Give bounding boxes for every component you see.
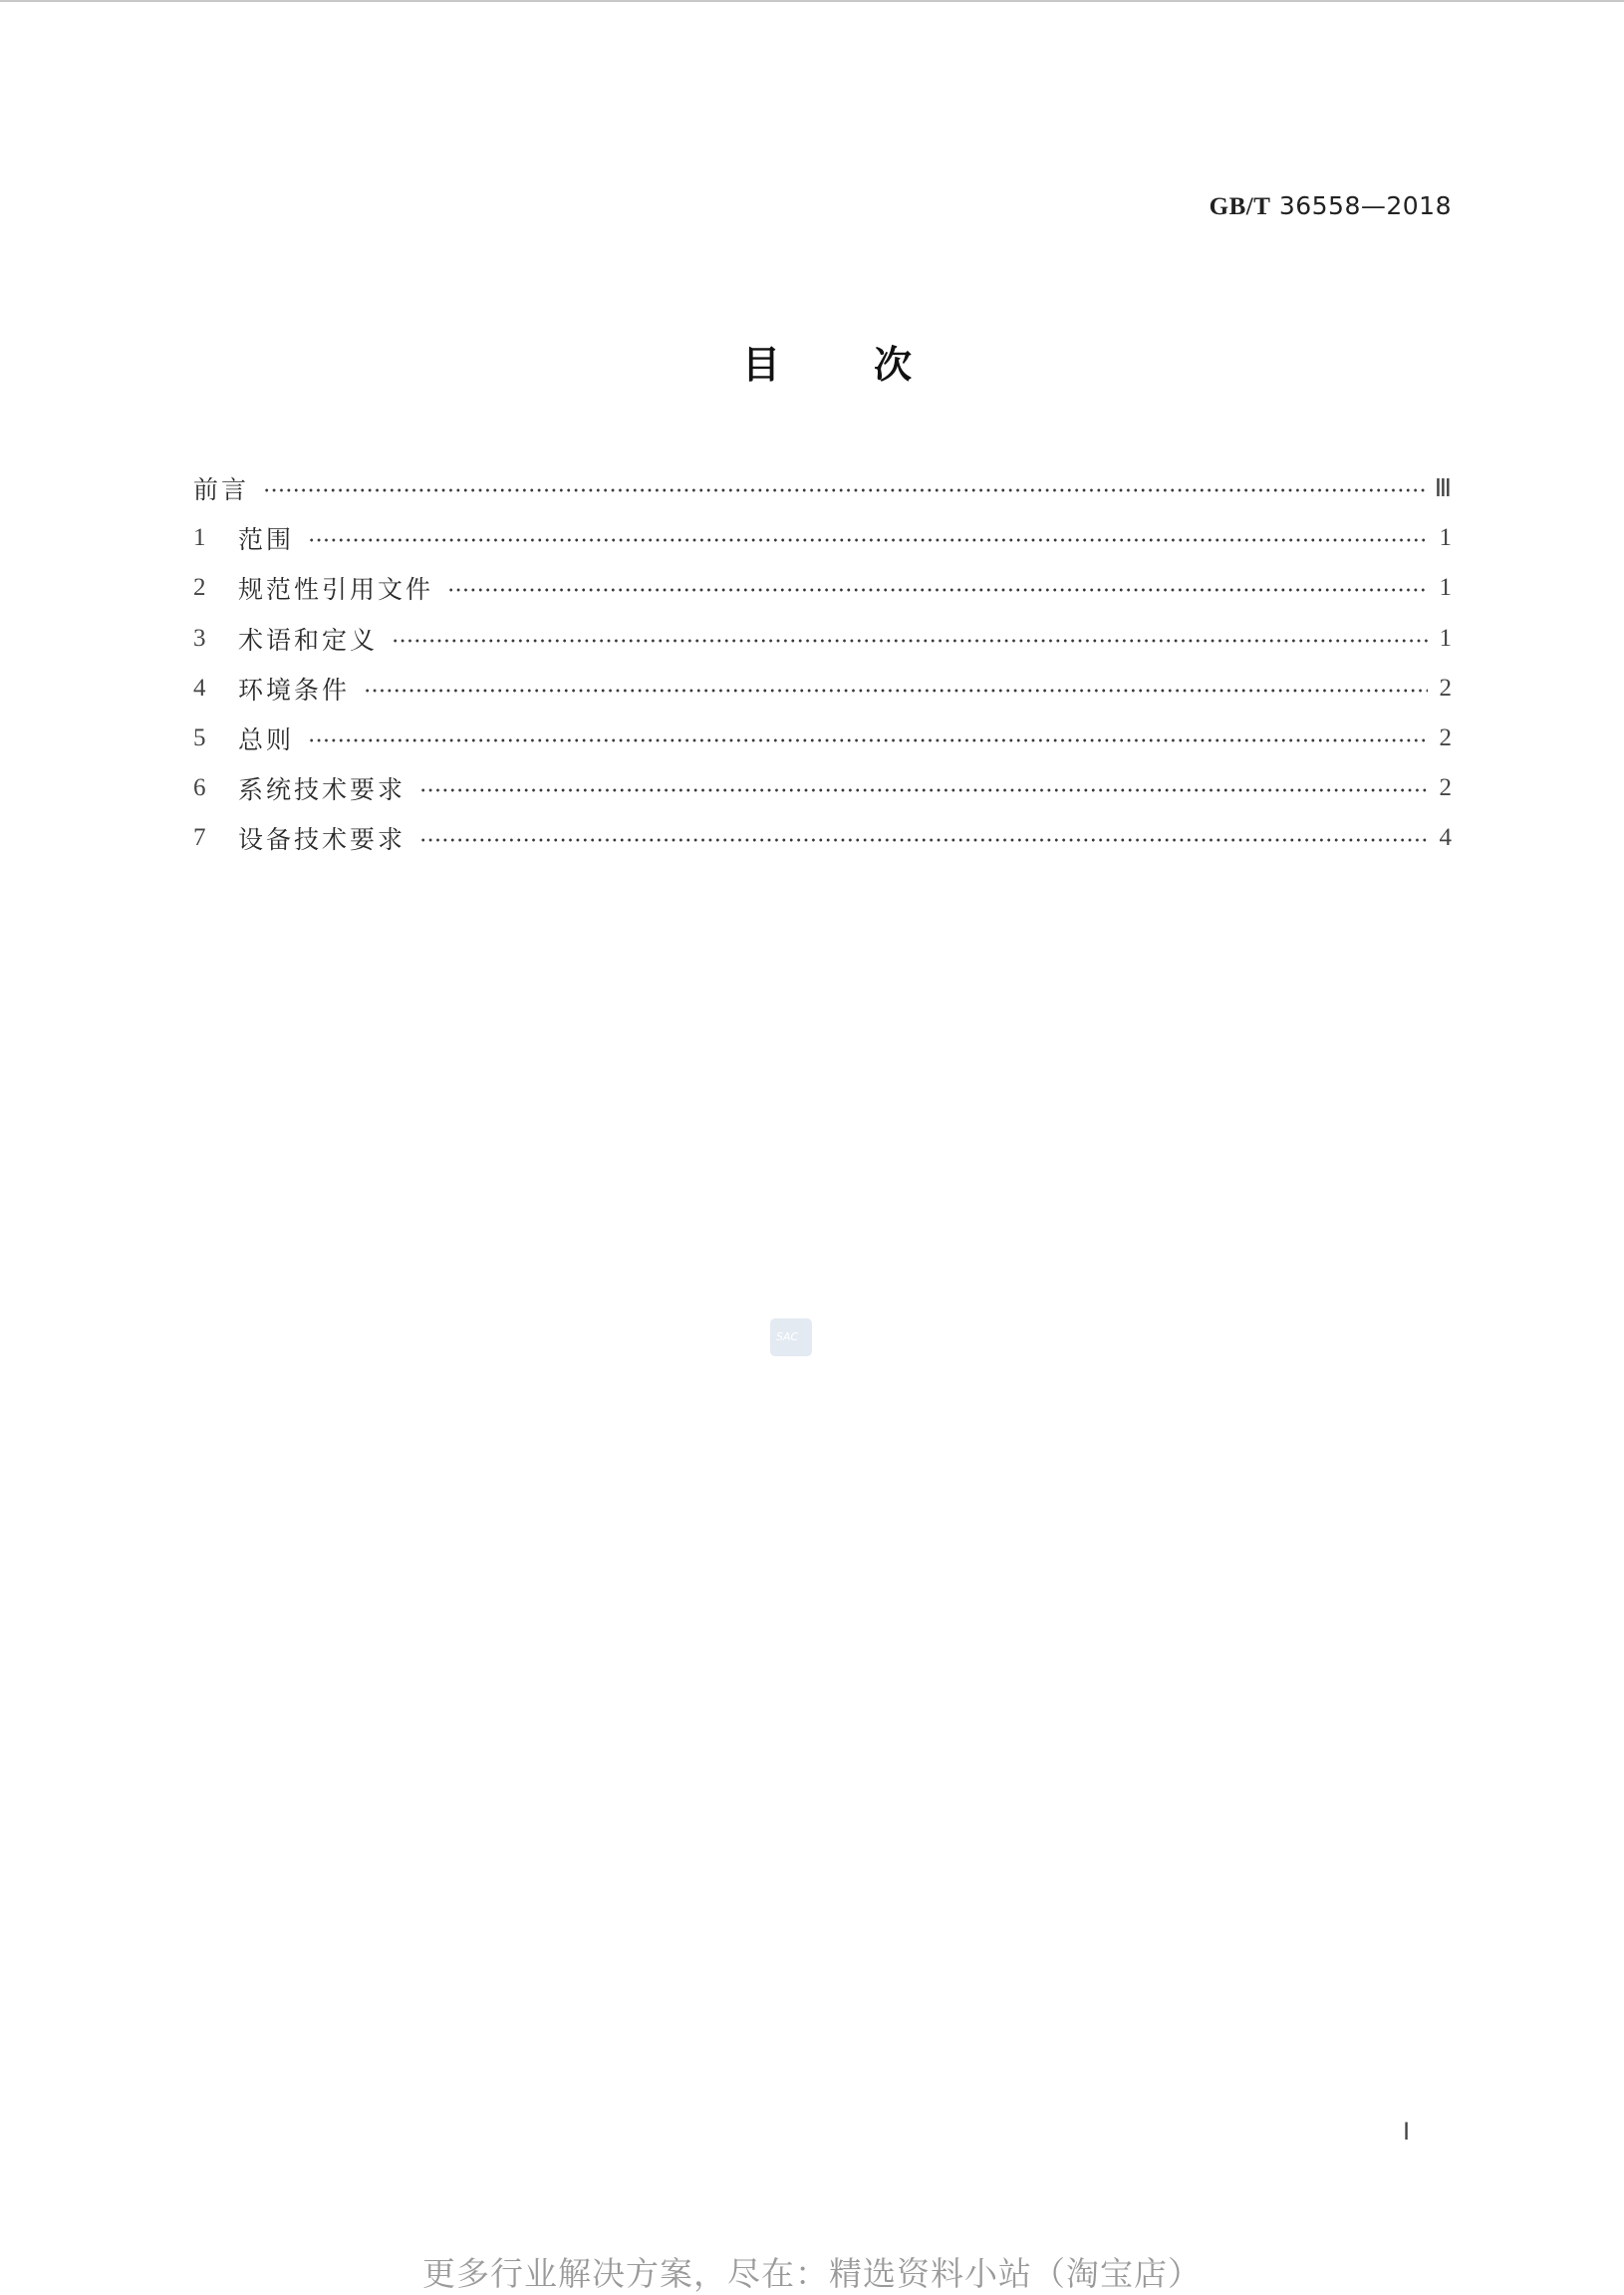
toc-entry-label: 规范性引用文件 (238, 575, 434, 605)
toc-entry-label: 总则 (238, 725, 295, 755)
toc-dot-leader (392, 639, 1428, 643)
toc-title (742, 334, 912, 389)
toc-entry-equipment-requirements[interactable] (193, 813, 1452, 863)
toc-entry-number: 3 (193, 624, 206, 652)
toc-dot-leader (419, 788, 1428, 792)
toc-entry-page: 4 (1439, 824, 1452, 852)
toc-entry-page: Ⅲ (1434, 475, 1452, 503)
footer-advertisement: 更多行业解决方案，尽在：精选资料小站（淘宝店） (422, 2254, 1202, 2293)
seal-text: SAC (776, 1330, 799, 1343)
toc-dot-leader (308, 738, 1428, 742)
toc-entry-page: 1 (1439, 624, 1452, 652)
table-of-contents (193, 463, 1452, 864)
toc-entry-label: 系统技术要求 (238, 775, 406, 805)
page-number: Ⅰ (1403, 2120, 1411, 2146)
standard-prefix: GB/T (1209, 193, 1271, 220)
toc-entry-environmental-conditions[interactable] (193, 664, 1452, 714)
toc-entry-page: 2 (1439, 724, 1452, 752)
toc-entry-number: 5 (193, 724, 206, 752)
toc-entry-number: 6 (193, 774, 206, 802)
toc-entry-label: 设备技术要求 (238, 825, 406, 855)
toc-entry-label: 术语和定义 (238, 625, 379, 655)
toc-dot-leader (364, 689, 1428, 693)
toc-entry-page: 1 (1439, 524, 1452, 552)
toc-dot-leader (419, 838, 1428, 842)
standard-number (1210, 191, 1452, 221)
toc-entry-scope[interactable] (193, 513, 1452, 563)
toc-title-char-2: 次 (873, 343, 912, 387)
standard-code: 36558—2018 (1278, 191, 1452, 220)
toc-entry-terms-definitions[interactable] (193, 614, 1452, 664)
toc-entry-number: 4 (193, 674, 206, 702)
toc-dot-leader (447, 588, 1428, 592)
toc-entry-general[interactable] (193, 714, 1452, 763)
toc-title-char-1: 目 (742, 343, 781, 387)
toc-entry-number: 7 (193, 824, 206, 852)
top-border-line (0, 0, 1624, 2)
toc-entry-normative-references[interactable] (193, 563, 1452, 613)
toc-entry-number: 1 (193, 524, 206, 552)
toc-entry-page: 1 (1439, 574, 1452, 602)
toc-entry-page: 2 (1439, 674, 1452, 702)
toc-entry-system-requirements[interactable] (193, 763, 1452, 813)
toc-entry-label: 范围 (238, 525, 295, 555)
toc-entry-foreword[interactable] (193, 463, 1452, 513)
toc-entry-label: 前言 (193, 475, 250, 505)
sac-watermark-seal (770, 1318, 812, 1356)
toc-dot-leader (263, 488, 1427, 492)
toc-entry-number: 2 (193, 574, 206, 602)
toc-entry-label: 环境条件 (238, 675, 351, 705)
toc-entry-page: 2 (1439, 774, 1452, 802)
toc-dot-leader (308, 538, 1428, 542)
